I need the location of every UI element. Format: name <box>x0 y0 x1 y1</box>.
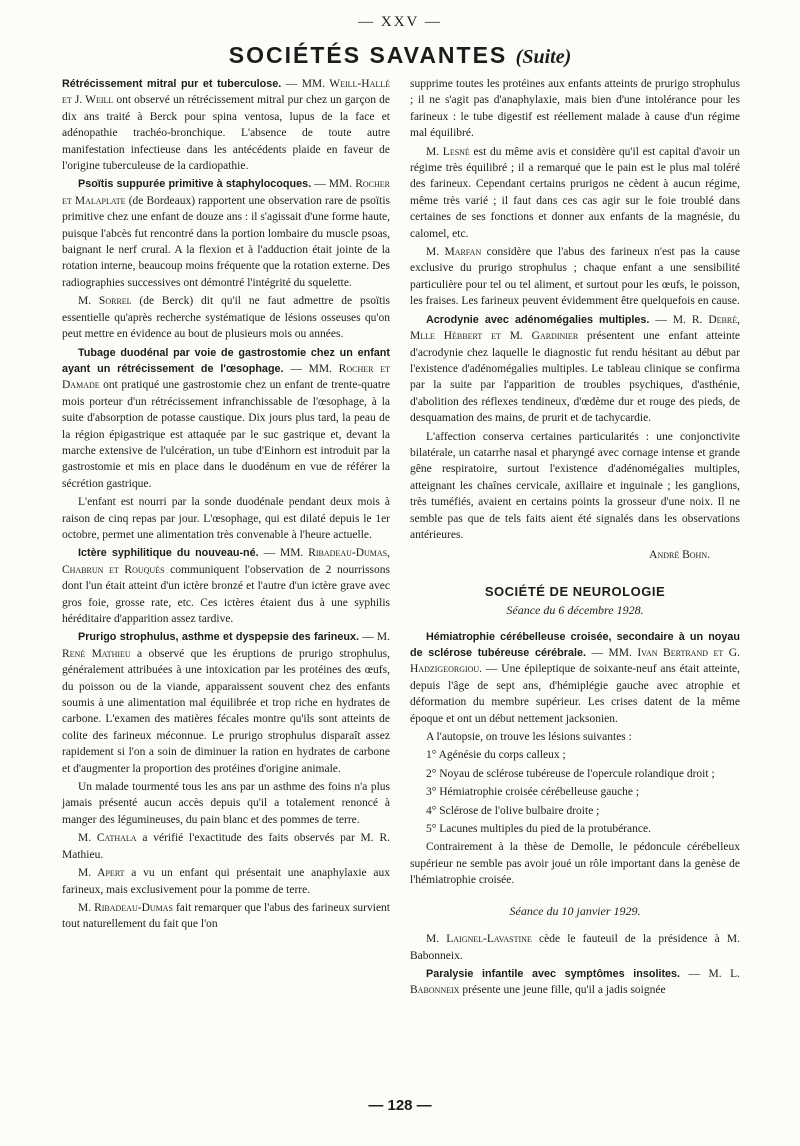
paragraph-lesne <box>410 144 740 242</box>
list-item: 3° Hémiatrophie croisée cérébelleuse gauche ; <box>426 786 640 799</box>
article-text: communiquent l'observation de 2 nourrissons dont l'un était atteint d'un ictère bronzé et l'autre d'un ictère grave avec gros foie, grosse rate, etc. Ces ictères étaient dus à une syphilis héréditaire d'apparition assez tardive. <box>62 563 391 625</box>
article-title: Psoïtis suppurée primitive à staphylocoques. <box>78 178 312 191</box>
paragraph-demolle: Contrairement à la thèse de Demolle, le pédoncule cérébelleux supérieur ne semble pas avoir joué un rôle important dans la genèse de l'hémiatrophie croisée. <box>410 841 740 887</box>
left-column <box>62 76 390 933</box>
article-text: ont observé un rétrécissement mitral pur chez un garçon de dix ans traité à Berck pour spina ventosa, lupus de la face et adénopathie trachéo-bronchique. L'absence de toute autre manifestation infectieuse dans les antécédents plaide en faveur de l'origine tuberculeuse de la cardiopathie. <box>62 94 390 173</box>
article-authors: M. L. Babonneix <box>410 967 741 997</box>
paragraph-author: M. Apert <box>78 867 125 880</box>
paragraph-author: M. Ribadeau-Dumas <box>78 901 173 914</box>
article-authors: MM. Weill-Hallé et J. Weill <box>62 78 391 107</box>
paragraph-marfan <box>410 244 740 310</box>
page-roman-numeral: — XXV — <box>358 14 442 30</box>
society-title: SOCIÉTÉ DE NEUROLOGIE <box>484 583 666 599</box>
article-text: (de Bordeaux) rapportent une observation rare de psoïtis primitive chez une enfant de douze ans : il s'agissait d'une forme haute, puisque l'abcès fut rencontré dans la portion lombaire du muscle psoas, baignant le nerf crural. A la flexion et à l'adduction était jointe de la rotation interne, beaucoup moins fréquente que la rotation externe. Des radiographies successives ont démontré l'intégrité du squelette. <box>62 194 390 289</box>
article-text: ont pratiqué une gastrostomie chez un enfant de trente-quatre mois porteur d'un rétrécissement infranchissable de l'œsophage, à la suite d'absorption de potasse caustique. Dix jours plus tard, la peau de la région épigastrique est attaquée par le suc gastrique et, devant la marche extensive de l'ulcération, un tube d'Einhorn est introduit par la gastrostomie et mis en place dans le duodénum en vue de référer la sécrétion gastrique. <box>62 379 391 490</box>
article-hemiatrophie: Hémiatrophie cérébelleuse croisée, secondaire à un noyau de sclérose tubéreuse cérébrale. — MM. Ivan Bertrand et G. Hadzigeorgiou. — Une épileptique de soixante-neuf ans était atteinte, depuis l'âge de sept ans, d'hémiplégie gauche avec atrophie et déformation du membre supérieur. Les crises datent de la même époque et ont un début nettement jacksonien. <box>410 630 740 725</box>
article-tubage: Tubage duodénal par voie de gastrostomie chez un enfant ayant un rétrécissement de l'œsophage. — MM. Rocher et Damade ont pratiqué une gastrostomie chez un enfant de trente-quatre mois porteur d'un rétrécissement infranchissable de l'œsophage, à la suite d'absorption de potasse caustique. Dix jours plus tard, la peau de la région épigastrique est attaquée par le suc gastrique et, devant la marche extensive de l'ulcération, un tube d'Einhorn est introduit par la gastrostomie et mis en place dans le duodénum en vue de référer la sécrétion gastrique. <box>62 346 391 490</box>
paragraph-text: a vu un enfant qui présentait une anaphylaxie aux farineux, mais exclusivement pour la pomme de terre. <box>62 867 390 896</box>
paragraph-apert <box>62 865 390 898</box>
article-text: a observé que les éruptions de prurigo strophulus, généralement attribuées à une intoxication par les protéines des œufs, du poisson ou de la viande, apparaissent souvent chez des enfants soumis à une alimentation mal équilibrée et trop riche en hydrates de carbone. L'examen des matières fécales montre qu'ils sont atteints de colite des farineux méconnue. Le prurigo strophulus disparaît assez rapidement si l'on a soin de diminuer la ration en hydrates de carbone et d'augmenter la proportion des protéines d'origine animale. <box>62 647 390 775</box>
section-title-suite: (Suite) <box>515 46 572 68</box>
paragraph-author: M. Sorrel <box>78 295 132 308</box>
article-authors: MM. Ivan Bertrand et G. Hadzigeorgiou. <box>410 647 740 676</box>
article-title: Rétrécissement mitral pur et tuberculose. <box>62 78 282 90</box>
article-ictere: Ictère syphilitique du nouveau-né. — MM. Ribadeau-Dumas, Chabrun et Rouquès communiquent l'observation de 2 nourrissons dont l'un était atteint d'un ictère bronzé et l'autre d'un ictère grave avec gros foie, grosse rate, etc. Ces ictères étaient dus à une syphilis héréditaire d'apparition assez tardive. <box>62 547 391 625</box>
paragraph-ribadeau <box>62 900 390 933</box>
article-text: présentent une enfant atteinte d'acrodynie chez laquelle le diagnostic fut rendu hésitant au début par l'existence d'adénomégalies multiples. Le tableau clinique se confirma par la suite par l'apparition de troubles psychiques, d'asthénie, d'abolition des réflexes tendineux, d'œdème dur et rouge des pieds, de desquamation des mains, de prurit et de tachycardie. <box>410 330 741 425</box>
list-item: 2° Noyau de sclérose tubéreuse de l'opercule rolandique droit ; <box>426 767 715 780</box>
paragraph-author: M. Laignel-Lavastine <box>426 933 532 946</box>
list-item: 1° Agénésie du corps calleux ; <box>426 749 566 762</box>
paragraph-continuation: supprime toutes les protéines aux enfants atteints de prurigo strophulus ; il ne s'agit pas d'anaphylaxie, mais bien d'une intolérance pour les farineux : le tube digestif est réellement malade à cause d'un régime mal équilibré. <box>410 78 740 140</box>
signature: André Bohn. <box>649 549 710 562</box>
paragraph-autopsie: A l'autopsie, on trouve les lésions suivantes : <box>426 731 632 744</box>
article-authors: MM. Rocher et Malaplate <box>62 178 391 207</box>
article-text: Une épileptique de soixante-neuf ans était atteinte, depuis l'âge de sept ans, d'hémiplégie gauche avec atrophie et déformation du membre supérieur. Les crises datent de la même époque et ont un début nettement jacksonien. <box>410 663 740 725</box>
paragraph-author: M. Marfan <box>426 246 482 259</box>
list-item: 5° Lacunes multiples du pied de la protubérance. <box>426 823 651 836</box>
section-title <box>0 42 800 69</box>
paragraph-enfant: L'enfant est nourri par la sonde duodénale pendant deux mois à raison de cinq repas par jour. L'œsophage, qui est dilaté depuis le 1er octobre, permet une alimentation très convenable à l'heure actuelle. <box>62 496 390 541</box>
paragraph-text: est du même avis et considère qu'il est capital d'avoir un régime très équilibré ; il a remarqué que le pain est le plus mal toléré des farineux. Cependant certains prurigos ne cèdent à aucun régime, même très varié ; il faut dans ces cas agir sur le foie troublé dans certaines de ses fonctions et donner aux enfants de la magnésie, du calomel, etc. <box>410 145 741 240</box>
paragraph-text: considère que l'abus des farineux n'est pas la cause exclusive du prurigo strophulus ; chaque enfant a une sensibilité particulière pour tel ou tel aliment, et surtout pour les œufs, le poisson, les fraises. Les farineux peuvent évidemment être quelquefois en cause. <box>410 246 741 308</box>
article-prurigo: Prurigo strophulus, asthme et dyspepsie des farineux. — M. René Mathieu a observé que les éruptions de prurigo strophulus, généralement attribuées à une intoxication par les protéines des œufs, du poisson ou de la viande, apparaissent souvent chez des enfants soumis à une alimentation mal équilibrée et trop riche en hydrates de carbone. L'examen des matières fécales montre qu'ils sont atteints de colite des farineux méconnue. Le prurigo strophulus disparaît assez rapidement si l'on a soin de diminuer la ration en hydrates de carbone et d'augmenter la proportion des protéines d'origine animale. <box>62 631 391 775</box>
right-column <box>410 76 740 999</box>
paragraph-affection: L'affection conserva certaines particularités : une conjonctivite bilatérale, un catarrhe nasal et pharyngé avec cornage intense et grande gêne respiratoire, surtout l'existence d'adénomégalies multiples, atteignant les chaînes cervicale, axillaire et inguinale ; les ganglions, très tuméfiés, avaient en certains points la grosseur d'une noix. Il ne semble pas que de tels faits aient été signalés dans les observations antérieures. <box>410 430 740 541</box>
section-title-text: SOCIÉTÉS SAVANTES <box>228 42 508 68</box>
paragraph-author: M. Cathala <box>78 832 137 845</box>
paragraph-text: a vérifié l'exactitude des faits observés par M. R. Mathieu. <box>62 832 390 861</box>
article-authors: MM. Rocher et Damade <box>62 362 391 392</box>
article-title: Prurigo strophulus, asthme et dyspepsie des farineux. <box>78 631 359 644</box>
paragraph-text: cède le fauteuil de la présidence à M. Babonneix. <box>410 933 741 962</box>
article-title: Hémiatrophie cérébelleuse croisée, secondaire à un noyau de sclérose tubéreuse cérébrale. <box>410 630 740 659</box>
article-title: Tubage duodénal par voie de gastrostomie chez un enfant ayant un rétrécissement de l'œsophage. <box>62 346 390 375</box>
list-item: 4° Sclérose de l'olive bulbaire droite ; <box>426 804 600 817</box>
paragraph-sorrel <box>62 293 390 342</box>
article-title: Acrodynie avec adénomégalies multiples. <box>426 313 650 326</box>
article-authors: M. René Mathieu <box>62 631 391 660</box>
paragraph-laignel <box>410 931 740 964</box>
paragraph-author: M. Lesné <box>426 145 470 158</box>
article-title: Ictère syphilitique du nouveau-né. <box>78 547 259 560</box>
article-psoitis: Psoïtis suppurée primitive à staphylocoques. — MM. Rocher et Malaplate (de Bordeaux) rapportent une observation rare de psoïtis primitive chez une enfant de douze ans : il s'agissait d'une forme haute, puisque l'abcès fut rencontré dans la portion lombaire du muscle psoas, baignant le nerf crural. A la flexion et à l'adduction était jointe de la rotation interne, beaucoup moins fréquente que la rotation externe. Des radiographies successives ont démontré l'intégrité du squelette. <box>62 178 391 289</box>
article-acrodynie: Acrodynie avec adénomégalies multiples. — M. R. Debré, Mlle Hébbert et M. Gardinier présentent une enfant atteinte d'acrodynie chez laquelle le diagnostic fut rendu hésitant au début par l'existence d'adénomégalies multiples. Le tableau clinique se confirma par la suite par l'apparition de troubles psychiques, d'asthénie, d'abolition des réflexes tendineux, d'œdème dur et rouge des pieds, de desquamation des mains, de prurit et de tachycardie. <box>410 313 741 425</box>
paragraph-asthme: Un malade tourmenté tous les ans par un asthme des foins n'a plus jamais présenté aucun accès depuis qu'il a totalement renoncé à manger des légumineuses, du pain blanc et des pommes de terre. <box>62 781 390 826</box>
paragraph-text: fait remarquer que l'abus des farineux survient tout naturellement du fait que l'on <box>62 901 390 931</box>
article-paralysie: Paralysie infantile avec symptômes insolites. — M. L. Babonneix présente une jeune fille, qu'il a jadis soignée <box>410 967 741 997</box>
article-authors: MM. Ribadeau-Dumas, Chabrun et Rouquès <box>62 547 391 576</box>
paragraph-text: (de Berck) dit qu'il ne faut admettre de psoïtis essentielle qu'après recherche systématique de lésions osseuses qu'on peut mettre en évidence au bout de plusieurs mois ou années. <box>62 295 391 341</box>
article-text: présente une jeune fille, qu'il a jadis soignée <box>462 984 666 997</box>
paragraph-cathala <box>62 830 390 863</box>
article-authors: M. R. Debré, Mlle Hébbert et M. Gardinier <box>410 313 740 343</box>
article-title: Paralysie infantile avec symptômes insolites. <box>426 967 681 980</box>
article-mitral: Rétrécissement mitral pur et tuberculose. — MM. Weill-Hallé et J. Weill ont observé un rétrécissement mitral pur chez un garçon de dix ans traité à Berck pour spina ventosa, lupus de la face et adénopathie trachéo-bronchique. L'absence de toute autre manifestation infectieuse dans les antécédents plaide en faveur de l'origine tuberculeuse de la cardiopathie. <box>62 78 391 173</box>
seance-date: Séance du 10 janvier 1929. <box>509 903 641 918</box>
page-number: — 128 — <box>368 1097 432 1114</box>
seance-date: Séance du 6 décembre 1928. <box>506 603 644 618</box>
